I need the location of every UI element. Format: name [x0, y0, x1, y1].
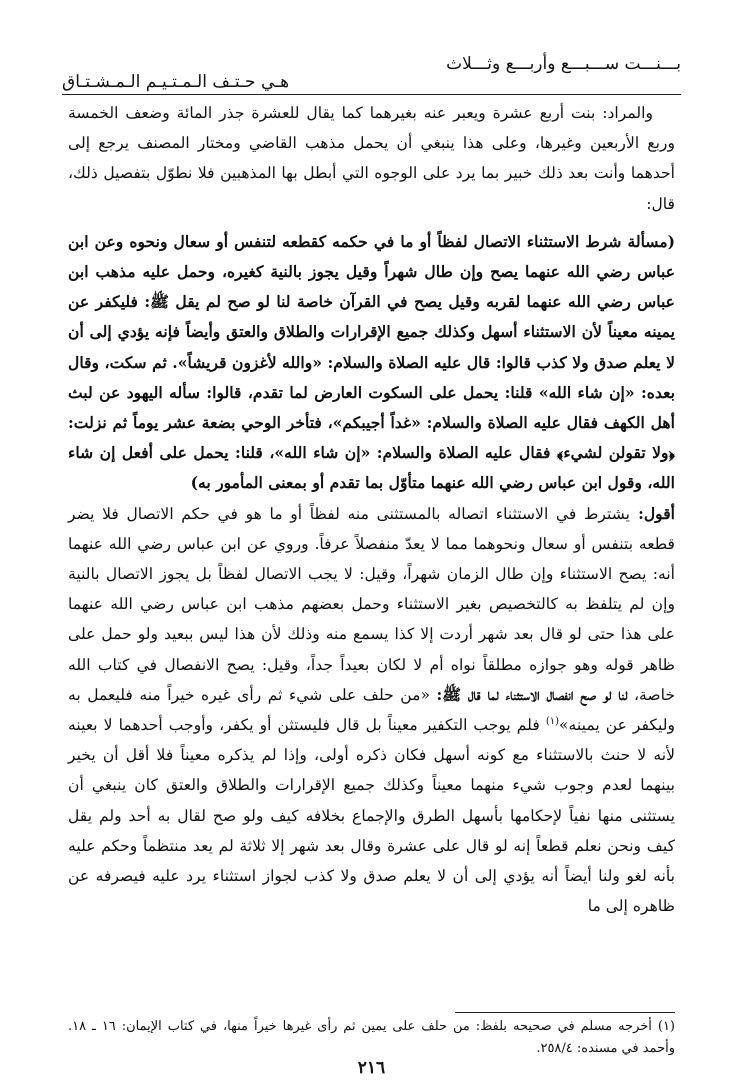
- footnote-1: (١) أخرجه مسلم في صحيحه بلفظ: من حلف على يمين ثم رأى غيرها خيراً منها، في كتاب الإيمان: ١٦ ـ ١٨. وأحمد في مسنده: ٢٥٨/٤.: [68, 1019, 675, 1056]
- footnote-section: [68, 1016, 675, 1060]
- hadith-quote: «من حلف على شيء ثم رأى غيره خيراً منه فليعمل به وليكفر عن يمينه»: [68, 685, 675, 735]
- header-rule: [62, 94, 681, 95]
- matn-paragraph: (مسألة شرط الاستثناء الاتصال لفظاً أو ما في حكمه كقطعه لتنفس أو سعال ونحوه وعن ابن عباس رضي الله عنهما يصح وإن طال شهراً وقيل يجوز بالنية كغيره، وحمل عليه مذهب ابن عباس رضي الله عنهما لقربه وقيل يصح في القرآن خاصة لنا لو صح لم يقل ﷺ: فليكفر عن يمينه معيناً لأن الاستثناء أسهل وكذلك جميع الإقرارات والطلاق والعتق وأيضاً فإنه يؤدي إلى أن لا يعلم صدق ولا كذب قالوا: قال عليه الصلاة والسلام: «والله لأغزون قريشاً». ثم سكت، وقال بعده: «إن شاء الله» قلنا: يحمل على السكوت العارض لما تقدم، قالوا: سأله اليهود عن لبث أهل الكهف فقال عليه الصلاة والسلام: «غداً أجيبكم»، فتأخر الوحي بضعة عشر يوماً ثم نزلت: ﴿ولا تقولن لشيء﴾ فقال عليه الصلاة والسلام: «إن شاء الله»، قلنا: يحمل على أفعل إن شاء الله، وقول ابن عباس رضي الله عنهما متأوّل بما تقدم أو بمعنى المأمور به): [68, 231, 675, 493]
- commentary-part-b: فلم يوجب التكفير معيناً بل قال فليستثن أو يكفر، وأوجب أحدهما لا بعينه لأنه لا حنث بالاستثناء مع كونه أسهل فكان ذكره أولى، وإذا لم يذكره معيناً فلا أقل أن يخير بينهما لعدم وجوب شيء منهما معيناً وكذلك جميع الإقرارات والطلاق والعتق كان ينبغي أن يستثنى منها نفياً لإحكامها بأسهل الطرق والإجماع بخلافه كيف ولو صح لقال به أحد ولم يقل كيف ونحن نعلم قطعاً إنه لو قال على عشرة وقال بعد شهر إلا ثلاثة لم يعد منتظماً وحكم عليه بأنه لغو ولنا أيضاً أنه يؤدي إلى أن لا يعلم صدق ولا كذب لجواز استثناء يرد عليه فيصرفه عن ظاهره إلى ما: [68, 716, 675, 916]
- aqulu-lead: أقول:: [629, 503, 675, 523]
- main-text: [68, 98, 675, 921]
- commentary-paragraph: [68, 499, 675, 922]
- page-number: ٢١٦: [357, 1058, 386, 1078]
- header-verse-right: بـــنـــت ســـبـــع وأربـــع وثـــلاث: [446, 54, 681, 74]
- paragraph-intro: والمراد: بنت أربع عشرة ويعبر عنه بغيرهما كما يقال للعشرة جذر المائة وضعف الخمسة وربع الأربعين وغيرها، وعلى هذا ينبغي أن يحمل مذهب القاضي ومختار المصنف يرجع إلى أحدهما وأنت بعد ذلك خبير بما يرد على الوجوه التي أبطل بها المذهبين فلا نطوّل بتفصيل ذلك، قال:: [68, 104, 675, 213]
- commentary-argument: لنا لو صح انفصال الاستثناء لما قال ﷺ:: [436, 684, 628, 704]
- commentary-part-a: يشترط في الاستثناء اتصاله بالمستثنى منه لفظاً أو ما هو في حكم الاتصال فلا يضر قطعه بتنفس أو سعال ونحوهما مما لا يعدّ منفصلاً عرفاً. وروي عن ابن عباس رضي الله عنهما أنه: يصح الاستثناء وإن طال الزمان شهراً، وقيل: لا يجب الاتصال لفظاً بل يجوز الاتصال بالنية وإن لم يتلفظ به كالتخصيص بغير الاستثناء وحمل بعضهم مذهب ابن عباس رضي الله عنهما على هذا حتى لو قال بعد شهر أردت إلا كذا يسمع منه وذلك لأن هذا ليس ببعيد ولو حمل على ظاهر قوله وهو جوازه مطلقاً نواه أم لا لكان بعيداً جداً، وقيل: يصح الانفصال في كتاب الله خاصة،: [68, 504, 675, 704]
- footnote-rule: [455, 1012, 675, 1013]
- header-verse-left: هـي حـتـف الـمـتـيـم الـمـشـتـاق: [62, 72, 290, 92]
- footnote-marker[interactable]: (١): [545, 715, 560, 727]
- running-head: [62, 50, 681, 96]
